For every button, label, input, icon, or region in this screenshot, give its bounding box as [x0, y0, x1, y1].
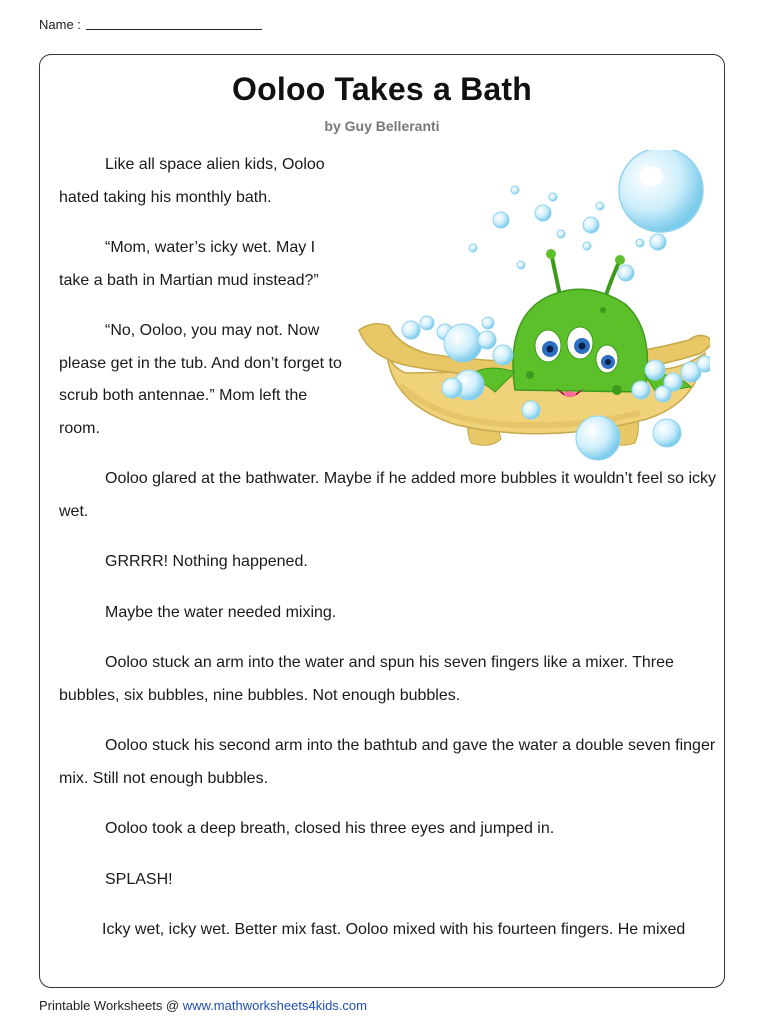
story-paragraph: “Mom, water’s icky wet. May I take a bath in Martian mud instead?”	[59, 239, 319, 289]
story-paragraph: Icky wet, icky wet. Better mix fast. Ooloo mixed with his fourteen fingers. He mixed	[102, 921, 686, 938]
alien-in-bathtub-illustration	[355, 150, 710, 485]
footer	[39, 998, 367, 1013]
story-paragraph: Ooloo glared at the bathwater. Maybe if he added more bubbles it wouldn’t feel so icky wet.	[59, 470, 717, 520]
story-paragraph: Ooloo stuck an arm into the water and spun his seven fingers like a mixer. Three bubbles, six bubbles, nine bubbles. Not enough bubbles.	[59, 654, 674, 704]
name-blank-line[interactable]	[86, 28, 262, 30]
name-label: Name :	[39, 17, 81, 32]
story-author: by Guy Belleranti	[324, 118, 440, 134]
story-paragraph: Maybe the water needed mixing.	[105, 603, 337, 621]
footer-website-link[interactable]: www.mathworksheets4kids.com	[182, 998, 367, 1013]
worksheet-frame	[39, 54, 725, 988]
story-paragraph: Ooloo stuck his second arm into the bathtub and gave the water a double seven finger mix. Still not enough bubbles.	[59, 737, 716, 787]
name-field	[39, 17, 262, 32]
footer-label: Printable Worksheets @	[39, 998, 183, 1013]
story-paragraph: SPLASH!	[105, 870, 173, 888]
story-paragraph: Like all space alien kids, Ooloo hated taking his monthly bath.	[59, 156, 325, 206]
story-title: Ooloo Takes a Bath	[232, 71, 532, 107]
story-paragraph: “No, Ooloo, you may not. Now please get in the tub. And don’t forget to scrub both antennae.” Mom left the room.	[59, 322, 342, 437]
story-paragraph: Ooloo took a deep breath, closed his three eyes and jumped in.	[105, 820, 555, 837]
story-paragraph: GRRRR! Nothing happened.	[105, 553, 308, 570]
